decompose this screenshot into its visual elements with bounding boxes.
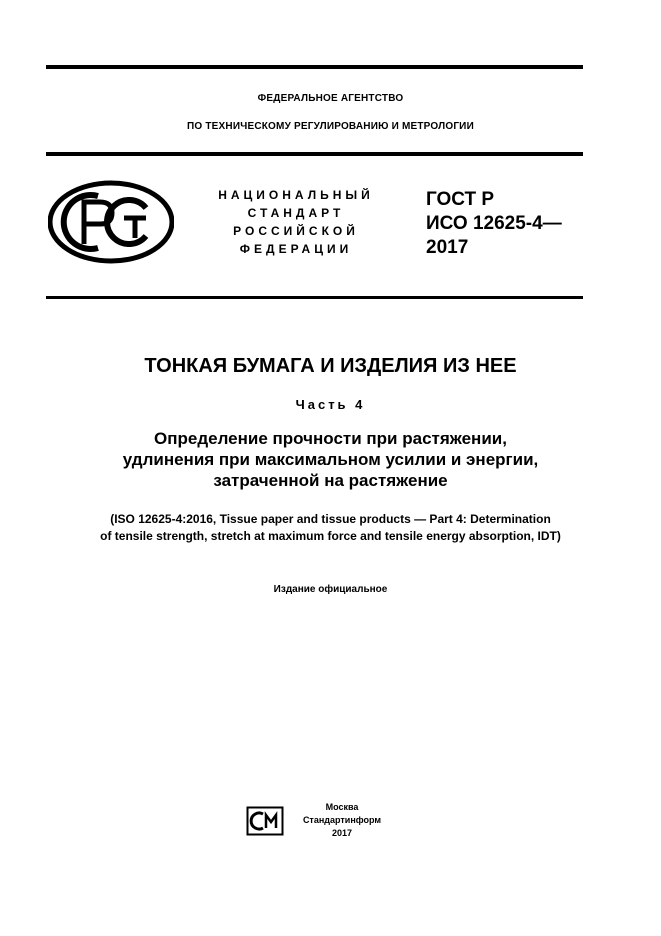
iso-reference-line-1: (ISO 12625-4:2016, Tissue paper and tissue products — Part 4: Determination [110, 512, 551, 526]
national-standard-line-3: РОССИЙСКОЙ [233, 224, 359, 238]
national-standard-line-2: СТАНДАРТ [247, 206, 345, 220]
agency-line-1: ФЕДЕРАЛЬНОЕ АГЕНТСТВО [257, 93, 404, 104]
top-rule [46, 65, 583, 69]
document-title: ТОНКАЯ БУМАГА И ИЗДЕЛИЯ ИЗ НЕЕ [144, 355, 517, 377]
standard-designation [426, 188, 562, 260]
header-bottom-rule [46, 296, 583, 299]
iso-reference-line-2: of tensile strength, stretch at maximum force and tensile energy absorption, IDT) [100, 529, 561, 543]
iso-reference [0, 511, 661, 545]
edition-label: Издание официальное [273, 584, 388, 595]
publisher-city: Москва [325, 802, 359, 812]
national-standard-line-1: НАЦИОНАЛЬНЫЙ [218, 188, 374, 202]
publisher-year: 2017 [331, 828, 353, 838]
subtitle-line-1: Определение прочности при растяжении, [154, 429, 507, 448]
publisher-info [298, 801, 386, 840]
designation-line-2: ИСО 12625-4— [426, 213, 562, 234]
document-subtitle [0, 428, 661, 491]
subtitle-line-2: удлинения при максимальном усилии и энергии, [122, 450, 539, 469]
national-standard-label [212, 186, 380, 258]
subtitle-line-3: затраченной на растяжение [213, 471, 448, 490]
part-label: Часть 4 [295, 397, 366, 412]
publisher-name: Стандартинформ [302, 815, 382, 825]
rst-logo-icon [48, 180, 174, 264]
standartinform-logo-icon [246, 806, 284, 836]
designation-line-1: ГОСТ Р [426, 189, 495, 210]
national-standard-line-4: ФЕДЕРАЦИИ [239, 242, 353, 256]
designation-line-3: 2017 [426, 237, 469, 258]
agency-line-2: ПО ТЕХНИЧЕСКОМУ РЕГУЛИРОВАНИЮ И МЕТРОЛОГИИ [187, 121, 474, 132]
agency-rule [46, 152, 583, 156]
